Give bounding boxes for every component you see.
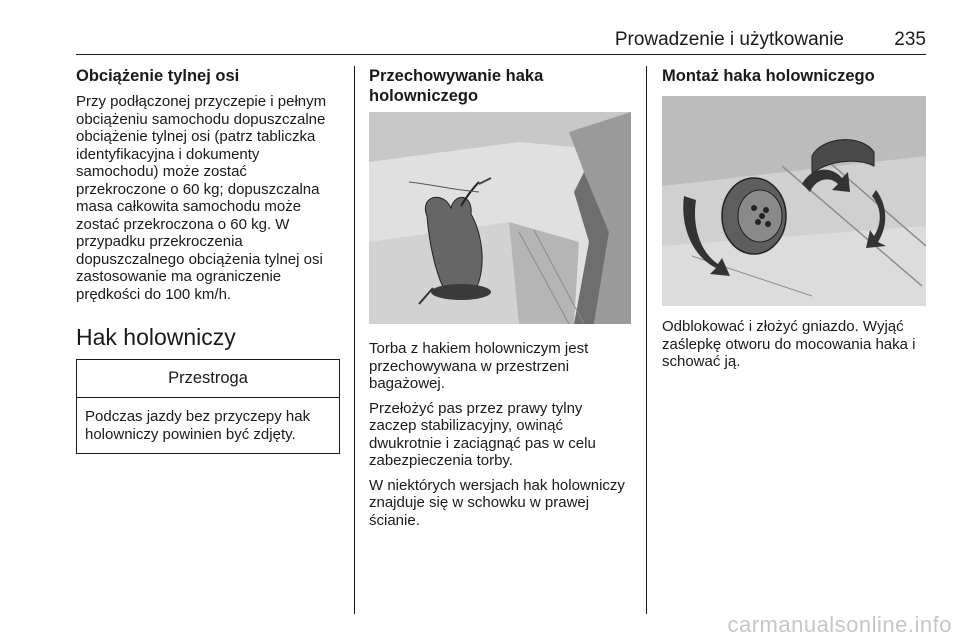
header-title: Prowadzenie i użytkowanie [614,29,844,50]
rear-axle-load-paragraph: Przy podłączonej przyczepie i pełnym obciążeniu samochodu dopuszczalne obciążenie tylnej osi (patrz tabliczka identyfikacyjna i dokumenty samochodu) może zostać przekroczone o 60 kg; dopuszczalna masa całkowita samochodu może zostać przekroczona o 60 kg. W przypadku przekroczenia dopuszczalnego obciążenia tylnej osi zastosowanie ma ograniczenie prędkości do 100 km/h. [76,93,327,303]
column-right [662,66,926,371]
tow-hook-section-title: Hak holowniczy [76,324,236,350]
storage-paragraph-2: Przełożyć pas przez prawy tylny zaczep stabilizacyjny, owinąć dwukrotnie i zaciągnąć pas w celu zabezpieczenia torby. [369,399,596,469]
storage-paragraph-3: W niektórych wersjach hak holowniczy znajduje się w schowku w prawej ścianie. [369,476,625,529]
caution-title: Przestroga [77,360,339,398]
caution-box [76,359,340,454]
socket-photo [662,96,926,306]
caution-text: Podczas jazdy bez przyczepy hak holowniczy powinien być zdjęty. [85,408,311,443]
page-number: 235 [894,29,926,50]
column-divider [354,66,355,614]
rear-axle-load-heading: Obciążenie tylnej osi [76,67,240,85]
column-divider [646,66,647,614]
tow-hook-mounting-heading: Montaż haka holowniczego [662,67,875,85]
trunk-bag-photo [369,112,631,324]
watermark: carmanualsonline.info [727,612,952,637]
column-middle [369,66,631,529]
mounting-paragraph-1: Odblokować i złożyć gniazdo. Wyjąć zaślepkę otworu do mocowania haka i schować ją. [662,318,916,370]
page-header [76,28,926,55]
column-left [76,66,340,454]
tow-hook-storage-heading: Przechowywanie haka holowniczego [369,67,544,105]
storage-paragraph-1: Torba z hakiem holowniczym jest przechowywana w przestrzeni bagażowej. [369,340,589,392]
